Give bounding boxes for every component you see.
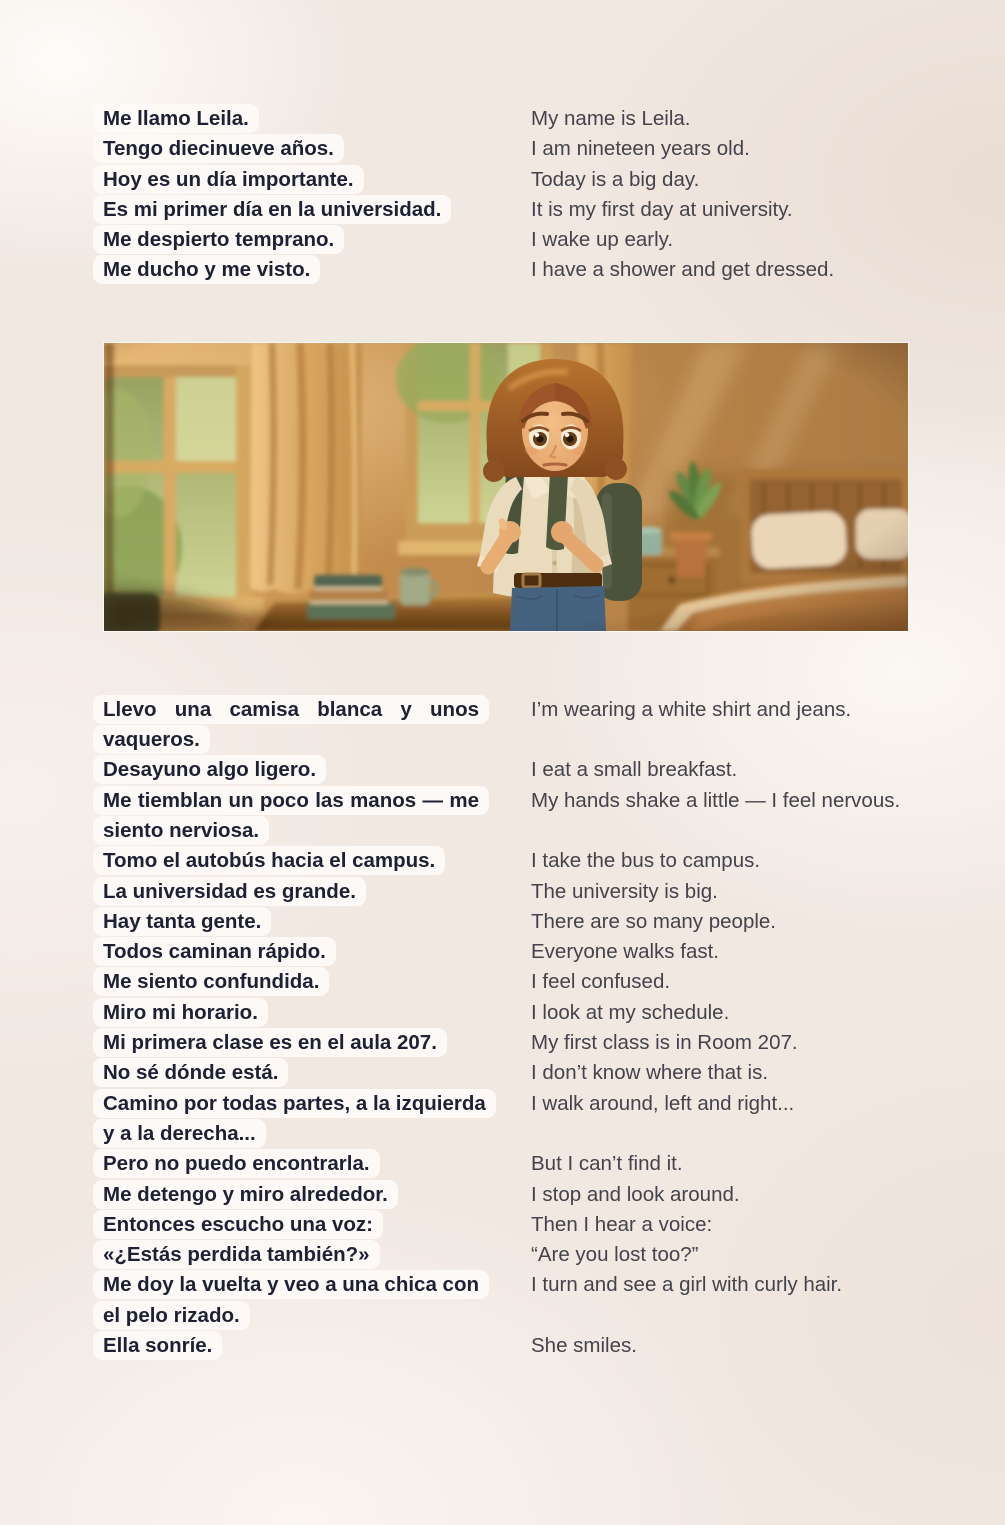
spanish-sentence — [103, 1089, 489, 1150]
highlighted-text: Hay tanta gente. — [93, 907, 271, 936]
sentence-pair-row — [103, 195, 917, 225]
highlighted-text: Me despierto temprano. — [93, 225, 344, 254]
english-sentence: I wake up early. — [531, 228, 674, 252]
spanish-sentence — [103, 134, 489, 164]
sentence-pair-row — [103, 877, 917, 907]
spanish-sentence — [103, 786, 489, 847]
highlighted-text: Me ducho y me visto. — [93, 255, 320, 284]
page-content — [0, 104, 1005, 286]
sentence-pair-row — [103, 1210, 917, 1240]
english-sentence: I look at my schedule. — [531, 1000, 730, 1024]
english-sentence: There are so many people. — [531, 909, 776, 933]
highlighted-text: Entonces escucho una voz: — [93, 1210, 383, 1239]
highlighted-text: Mi primera clase es en el aula 207. — [93, 1028, 447, 1057]
english-sentence: My hands shake a little — I feel nervous. — [531, 788, 901, 812]
highlighted-text: Hoy es un día importante. — [93, 165, 364, 194]
english-sentence: I am nineteen years old. — [531, 137, 750, 161]
sentence-pair-row — [103, 1331, 917, 1361]
english-sentence: My first class is in Room 207. — [531, 1031, 798, 1055]
highlighted-text: Me detengo y miro alrededor. — [93, 1180, 398, 1209]
sentence-pair-row — [103, 1058, 917, 1088]
english-sentence: I don’t know where that is. — [531, 1061, 769, 1085]
highlighted-text: Pero no puedo encontrarla. — [93, 1149, 380, 1178]
spanish-sentence — [103, 998, 489, 1028]
sentence-pair-row — [103, 1240, 917, 1270]
english-sentence: I take the bus to campus. — [531, 849, 761, 873]
sentence-pair-row — [103, 907, 917, 937]
spanish-sentence — [103, 1240, 489, 1270]
sentence-pair-row — [103, 255, 917, 285]
highlighted-text: Ella sonríe. — [93, 1331, 222, 1360]
spanish-sentence — [103, 877, 489, 907]
spanish-sentence — [103, 907, 489, 937]
highlighted-text: Miro mi horario. — [93, 998, 268, 1027]
story-section — [103, 695, 917, 1362]
intro-section — [103, 104, 917, 286]
highlighted-text: Me doy la vuelta y veo a una chica con el pelo rizado. — [93, 1270, 489, 1329]
highlighted-text: Es mi primer día en la universidad. — [93, 195, 451, 224]
highlighted-text: Todos caminan rápido. — [93, 937, 336, 966]
english-sentence: Then I hear a voice: — [531, 1212, 713, 1236]
english-sentence: I turn and see a girl with curly hair. — [531, 1273, 843, 1297]
highlighted-text: Me tiemblan un poco las manos — me siento nerviosa. — [93, 786, 489, 845]
highlighted-text: La universidad es grande. — [93, 877, 366, 906]
spanish-sentence — [103, 1331, 489, 1361]
sentence-pair-row — [103, 165, 917, 195]
spanish-sentence — [103, 937, 489, 967]
highlighted-text: Me siento confundida. — [93, 967, 329, 996]
sentence-pair-row — [103, 104, 917, 134]
english-sentence: But I can’t find it. — [531, 1152, 683, 1176]
english-sentence: I walk around, left and right... — [531, 1091, 795, 1115]
english-sentence: It is my first day at university. — [531, 197, 793, 221]
highlighted-text: Tengo diecinueve años. — [93, 134, 344, 163]
sentence-pair-row — [103, 846, 917, 876]
english-sentence: I have a shower and get dressed. — [531, 258, 835, 282]
highlighted-text: Llevo una camisa blanca y unos vaqueros. — [93, 695, 489, 754]
spanish-sentence — [103, 755, 489, 785]
story-illustration-svg — [104, 343, 908, 631]
sentence-pair-row — [103, 786, 917, 847]
sentence-pair-row — [103, 1149, 917, 1179]
spanish-sentence — [103, 967, 489, 997]
spanish-sentence — [103, 255, 489, 285]
spanish-sentence — [103, 165, 489, 195]
english-sentence: She smiles. — [531, 1334, 637, 1358]
highlighted-text: Me llamo Leila. — [93, 104, 259, 133]
sentence-pair-row — [103, 998, 917, 1028]
sentence-pair-row — [103, 1180, 917, 1210]
english-sentence: Today is a big day. — [531, 167, 700, 191]
sentence-pair-row — [103, 1270, 917, 1331]
sentence-pair-row — [103, 695, 917, 756]
page-content-lower — [0, 695, 1005, 1362]
english-sentence: I eat a small breakfast. — [531, 758, 738, 782]
english-sentence: I’m wearing a white shirt and jeans. — [531, 697, 852, 721]
story-illustration — [103, 342, 909, 632]
highlighted-text: No sé dónde está. — [93, 1058, 288, 1087]
spanish-sentence — [103, 1180, 489, 1210]
spanish-sentence — [103, 104, 489, 134]
sentence-pair-row — [103, 225, 917, 255]
highlighted-text: «¿Estás perdida también?» — [93, 1240, 380, 1269]
sentence-pair-row — [103, 937, 917, 967]
english-sentence: My name is Leila. — [531, 107, 691, 130]
sentence-pair-row — [103, 967, 917, 997]
sentence-pair-row — [103, 1028, 917, 1058]
english-sentence: The university is big. — [531, 879, 718, 903]
sentence-pair-row — [103, 755, 917, 785]
sentence-pair-row — [103, 1089, 917, 1150]
english-sentence: I stop and look around. — [531, 1182, 740, 1206]
spanish-sentence — [103, 695, 489, 756]
spanish-sentence — [103, 1149, 489, 1179]
spanish-sentence — [103, 195, 489, 225]
highlighted-text: Desayuno algo ligero. — [93, 755, 326, 784]
sentence-pair-row — [103, 134, 917, 164]
spanish-sentence — [103, 1028, 489, 1058]
spanish-sentence — [103, 1270, 489, 1331]
highlighted-text: Tomo el autobús hacia el campus. — [93, 846, 445, 875]
english-sentence: Everyone walks fast. — [531, 940, 719, 964]
english-sentence: I feel confused. — [531, 970, 671, 994]
spanish-sentence — [103, 225, 489, 255]
spanish-sentence — [103, 846, 489, 876]
highlighted-text: Camino por todas partes, a la izquierda y a la derecha... — [93, 1089, 496, 1148]
spanish-sentence — [103, 1058, 489, 1088]
spanish-sentence — [103, 1210, 489, 1240]
english-sentence: “Are you lost too?” — [531, 1243, 699, 1267]
